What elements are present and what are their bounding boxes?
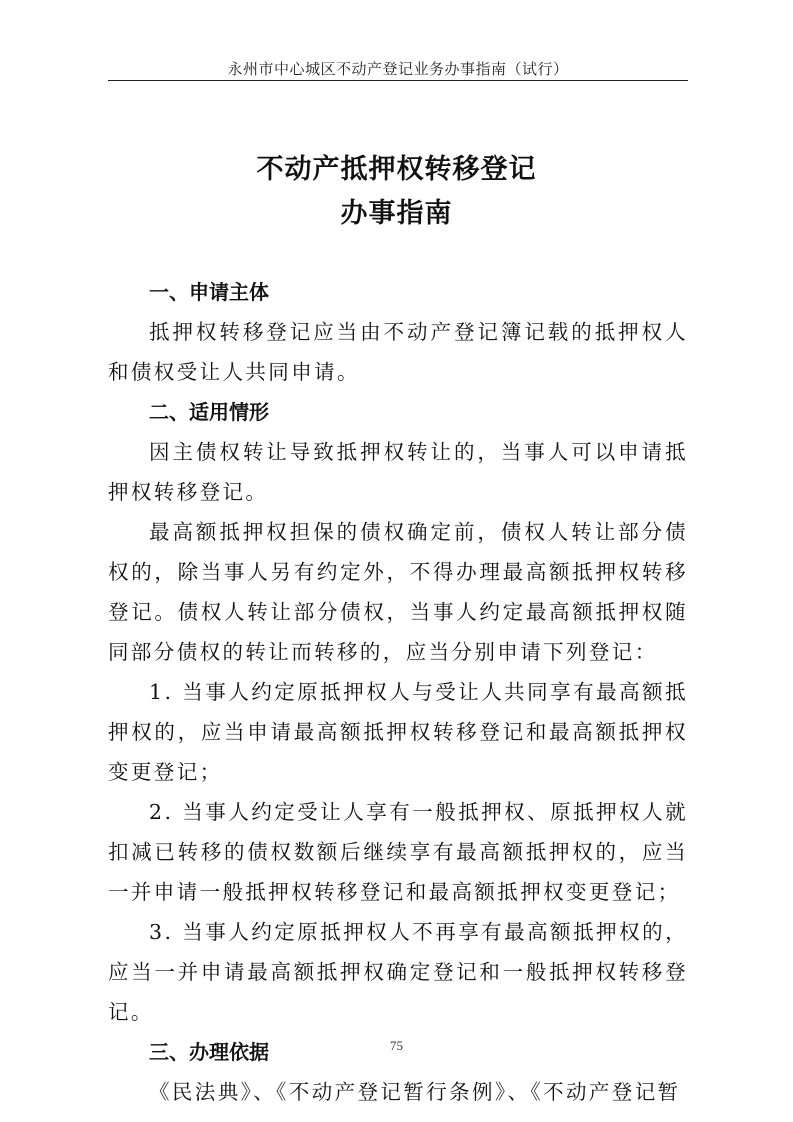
section-heading: 一、申请主体	[149, 280, 269, 304]
numbered-paragraph: 3. 当事人约定原抵押权人不再享有最高额抵押权的，应当一并申请最高额抵押权确定登记和一般抵押权转移登记。	[108, 920, 688, 1024]
numbered-paragraph: 2. 当事人约定受让人享有一般抵押权、原抵押权人就扣减已转移的债权数额后继续享有最高额抵押权的，应当一并申请一般抵押权转移登记和最高额抵押权变更登记；	[108, 800, 688, 904]
document-body	[108, 272, 688, 1112]
paragraph: 《民法典》、《不动产登记暂行条例》、《不动产登记暂	[149, 1080, 681, 1104]
page-number: 75	[390, 1038, 403, 1053]
paragraph: 最高额抵押权担保的债权确定前，债权人转让部分债权的，除当事人另有约定外，不得办理最高额抵押权转移登记。债权人转让部分债权，当事人约定最高额抵押权随同部分债权的转让而转移的，应当分别申请下列登记：	[108, 520, 688, 664]
paragraph: 抵押权转移登记应当由不动产登记簿记载的抵押权人和债权受让人共同申请。	[108, 320, 688, 384]
numbered-paragraph: 1. 当事人约定原抵押权人与受让人共同享有最高额抵押权的，应当申请最高额抵押权转移登记和最高额抵押权变更登记；	[108, 680, 688, 784]
section-applicable-cases	[108, 392, 688, 1032]
document-title-line-1: 不动产抵押权转移登记	[256, 154, 537, 185]
section-heading: 三、办理依据	[149, 1040, 269, 1064]
running-header: 永州市中心城区不动产登记业务办事指南（试行）	[227, 60, 569, 78]
section-applicant	[108, 272, 688, 392]
paragraph: 因主债权转让导致抵押权转让的，当事人可以申请抵押权转移登记。	[108, 440, 688, 504]
document-title-line-2: 办事指南	[340, 198, 453, 229]
section-heading: 二、适用情形	[149, 400, 269, 424]
header-rule	[108, 80, 688, 81]
